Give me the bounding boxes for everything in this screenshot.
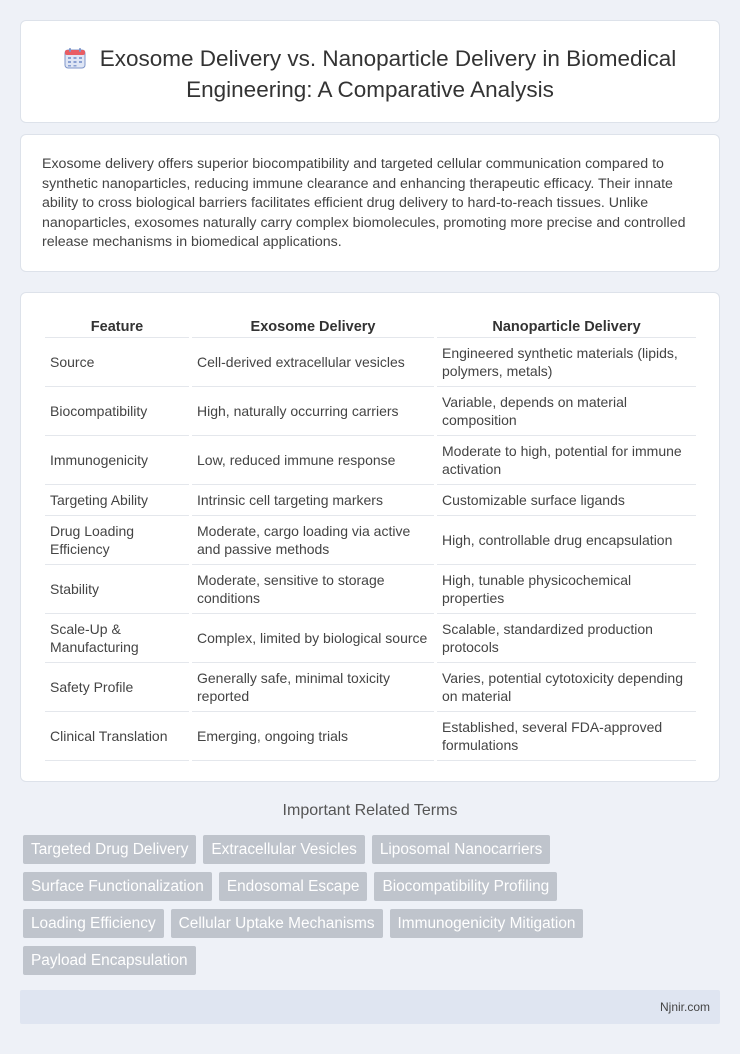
nanoparticle-cell: Moderate to high, potential for immune activation (437, 436, 696, 485)
exosome-cell: Generally safe, minimal toxicity reported (192, 663, 434, 712)
tag-cellular-uptake-mechanisms[interactable]: Cellular Uptake Mechanisms (171, 909, 383, 938)
intro-card (20, 134, 720, 272)
exosome-cell: Complex, limited by biological source (192, 614, 434, 663)
tag-biocompatibility-profiling[interactable]: Biocompatibility Profiling (374, 872, 557, 901)
calendar-icon (64, 47, 86, 76)
title-card (20, 20, 720, 123)
feature-cell: Scale-Up & Manufacturing (45, 614, 189, 663)
nanoparticle-cell: Variable, depends on material composition (437, 387, 696, 436)
tag-endosomal-escape[interactable]: Endosomal Escape (219, 872, 368, 901)
header-feature: Feature (45, 315, 189, 338)
exosome-cell: Emerging, ongoing trials (192, 712, 434, 761)
exosome-cell: High, naturally occurring carriers (192, 387, 434, 436)
related-terms-list (23, 835, 623, 975)
nanoparticle-cell: Customizable surface ligands (437, 485, 696, 516)
tag-targeted-drug-delivery[interactable]: Targeted Drug Delivery (23, 835, 196, 864)
nanoparticle-cell: High, tunable physicochemical properties (437, 565, 696, 614)
table-row (45, 338, 696, 387)
table-row (45, 614, 696, 663)
feature-cell: Biocompatibility (45, 387, 189, 436)
tag-surface-functionalization[interactable]: Surface Functionalization (23, 872, 212, 901)
nanoparticle-cell: Established, several FDA-approved formulations (437, 712, 696, 761)
feature-cell: Clinical Translation (45, 712, 189, 761)
footer-site-link[interactable]: Njnir.com (659, 1000, 710, 1014)
table-row (45, 712, 696, 761)
tag-immunogenicity-mitigation[interactable]: Immunogenicity Mitigation (390, 909, 584, 938)
nanoparticle-cell: Engineered synthetic materials (lipids, polymers, metals) (437, 338, 696, 387)
tag-loading-efficiency[interactable]: Loading Efficiency (23, 909, 164, 938)
tag-payload-encapsulation[interactable]: Payload Encapsulation (23, 946, 196, 975)
tag-liposomal-nanocarriers[interactable]: Liposomal Nanocarriers (372, 835, 551, 864)
feature-cell: Safety Profile (45, 663, 189, 712)
exosome-cell: Moderate, cargo loading via active and passive methods (192, 516, 434, 565)
nanoparticle-cell: High, controllable drug encapsulation (437, 516, 696, 565)
exosome-cell: Moderate, sensitive to storage conditions (192, 565, 434, 614)
feature-cell: Drug Loading Efficiency (45, 516, 189, 565)
related-terms-heading: Important Related Terms (282, 802, 458, 819)
comparison-table (42, 315, 699, 761)
table-row (45, 387, 696, 436)
feature-cell: Targeting Ability (45, 485, 189, 516)
nanoparticle-cell: Scalable, standardized production protocols (437, 614, 696, 663)
table-row (45, 565, 696, 614)
feature-cell: Stability (45, 565, 189, 614)
exosome-cell: Cell-derived extracellular vesicles (192, 338, 434, 387)
table-header-row (45, 315, 696, 338)
table-row (45, 436, 696, 485)
table-row (45, 663, 696, 712)
title-text: Exosome Delivery vs. Nanoparticle Delivery in Biomedical Engineering: A Comparative Analysis (99, 46, 677, 102)
feature-cell: Source (45, 338, 189, 387)
table-row (45, 485, 696, 516)
tag-extracellular-vesicles[interactable]: Extracellular Vesicles (203, 835, 364, 864)
page-title (21, 45, 719, 104)
intro-paragraph: Exosome delivery offers superior biocompatibility and targeted cellular communication compared to synthetic nanoparticles, reducing immune clearance and enhancing therapeutic efficacy. Their innate ability to cross biological barriers facilitates efficient drug delivery to hard-to-reach tissues. Unlike nanoparticles, exosomes naturally carry complex biomolecules, promoting more precise and controlled release mechanisms in biomedical applications. (42, 156, 686, 251)
feature-cell: Immunogenicity (45, 436, 189, 485)
table-row (45, 516, 696, 565)
nanoparticle-cell: Varies, potential cytotoxicity depending on material (437, 663, 696, 712)
comparison-table-card (20, 292, 720, 782)
exosome-cell: Low, reduced immune response (192, 436, 434, 485)
footer (20, 990, 720, 1024)
header-exosome: Exosome Delivery (192, 315, 434, 338)
exosome-cell: Intrinsic cell targeting markers (192, 485, 434, 516)
header-nanoparticle: Nanoparticle Delivery (437, 315, 696, 338)
